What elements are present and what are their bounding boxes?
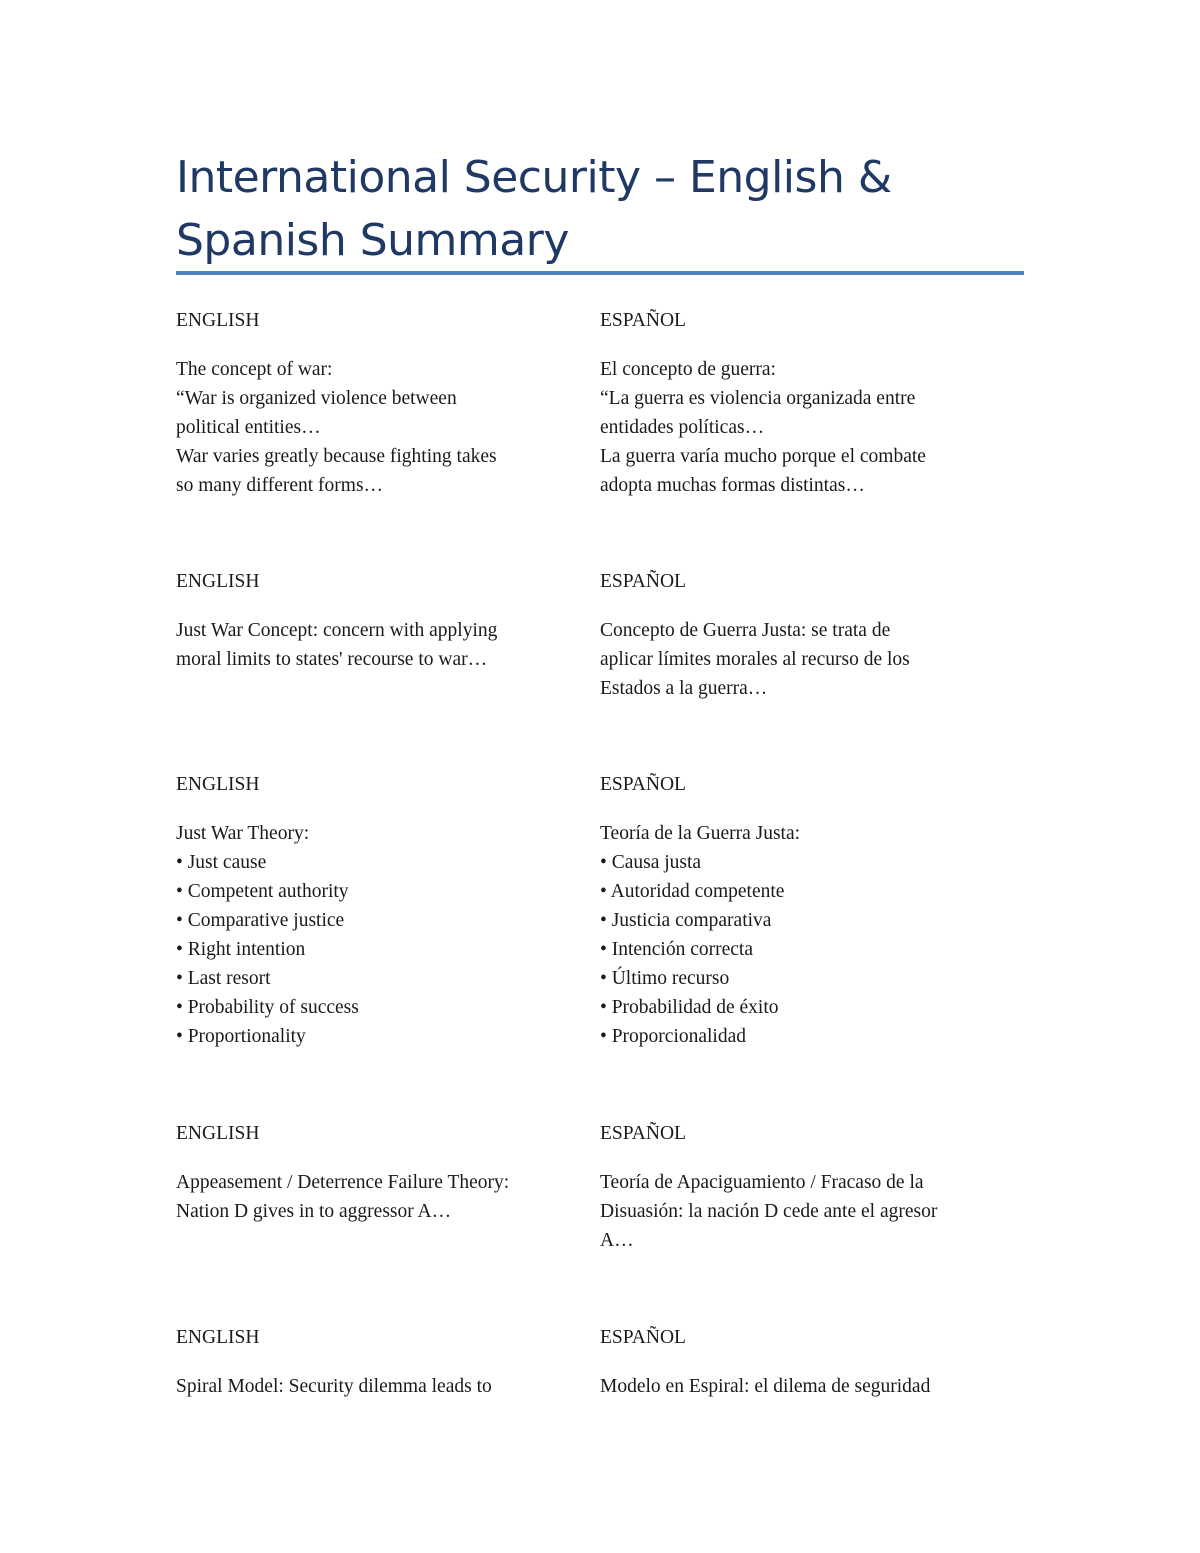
- text-line: aplicar límites morales al recurso de los: [600, 649, 910, 670]
- spanish-column: [600, 770, 990, 1051]
- text-line: “La guerra es violencia organizada entre: [600, 388, 916, 409]
- text-line: Concepto de Guerra Justa: se trata de: [600, 620, 891, 641]
- text-line: moral limits to states' recourse to war…: [176, 649, 488, 670]
- list-item: • Proportionality: [176, 1026, 306, 1047]
- title-line-1: International Security – English &: [176, 152, 892, 203]
- text-line: La guerra varía mucho porque el combate: [600, 446, 926, 467]
- spanish-column: [600, 306, 990, 500]
- text-line: The concept of war:: [176, 359, 333, 380]
- list-item: • Competent authority: [176, 881, 349, 902]
- page-title: [176, 146, 1036, 272]
- title-underline: [176, 271, 1024, 275]
- text-line: Teoría de Apaciguamiento / Fracaso de la: [600, 1172, 924, 1193]
- english-label: ENGLISH: [176, 310, 260, 331]
- text-line: Nation D gives in to aggressor A…: [176, 1201, 452, 1222]
- english-label: ENGLISH: [176, 571, 260, 592]
- title-line-2: Spanish Summary: [176, 215, 569, 266]
- list-item: • Autoridad competente: [600, 881, 785, 902]
- list-item: • Probabilidad de éxito: [600, 997, 779, 1018]
- text-line: political entities…: [176, 417, 321, 438]
- text-line: adopta muchas formas distintas…: [600, 475, 865, 496]
- english-column: [176, 306, 566, 500]
- english-column: [176, 770, 566, 1051]
- text-line: Teoría de la Guerra Justa:: [600, 823, 801, 844]
- list-item: • Causa justa: [600, 852, 702, 873]
- spanish-label: ESPAÑOL: [600, 1123, 686, 1144]
- text-line: Appeasement / Deterrence Failure Theory:: [176, 1172, 510, 1193]
- text-line: Disuasión: la nación D cede ante el agresor: [600, 1201, 938, 1222]
- list-item: • Just cause: [176, 852, 267, 873]
- text-line: Spiral Model: Security dilemma leads to: [176, 1376, 492, 1397]
- spanish-label: ESPAÑOL: [600, 310, 686, 331]
- list-item: • Justicia comparativa: [600, 910, 772, 931]
- list-item: • Right intention: [176, 939, 306, 960]
- text-line: El concepto de guerra:: [600, 359, 776, 380]
- text-line: Modelo en Espiral: el dilema de seguridad: [600, 1376, 931, 1397]
- text-line: Estados a la guerra…: [600, 678, 768, 699]
- english-label: ENGLISH: [176, 1327, 260, 1348]
- text-line: so many different forms…: [176, 475, 384, 496]
- text-line: War varies greatly because fighting takes: [176, 446, 497, 467]
- english-column: [176, 1323, 566, 1401]
- english-column: [176, 567, 566, 674]
- list-item: • Intención correcta: [600, 939, 753, 960]
- spanish-column: [600, 567, 990, 703]
- spanish-column: [600, 1323, 990, 1401]
- text-line: entidades políticas…: [600, 417, 765, 438]
- text-line: Just War Theory:: [176, 823, 310, 844]
- list-item: • Comparative justice: [176, 910, 345, 931]
- list-item: • Último recurso: [600, 968, 730, 989]
- text-line: A…: [600, 1230, 634, 1251]
- text-line: “War is organized violence between: [176, 388, 457, 409]
- spanish-column: [600, 1119, 990, 1255]
- english-column: [176, 1119, 566, 1226]
- list-item: • Proporcionalidad: [600, 1026, 747, 1047]
- english-label: ENGLISH: [176, 1123, 260, 1144]
- spanish-label: ESPAÑOL: [600, 571, 686, 592]
- english-label: ENGLISH: [176, 774, 260, 795]
- list-item: • Probability of success: [176, 997, 359, 1018]
- spanish-label: ESPAÑOL: [600, 774, 686, 795]
- list-item: • Last resort: [176, 968, 271, 989]
- text-line: Just War Concept: concern with applying: [176, 620, 498, 641]
- spanish-label: ESPAÑOL: [600, 1327, 686, 1348]
